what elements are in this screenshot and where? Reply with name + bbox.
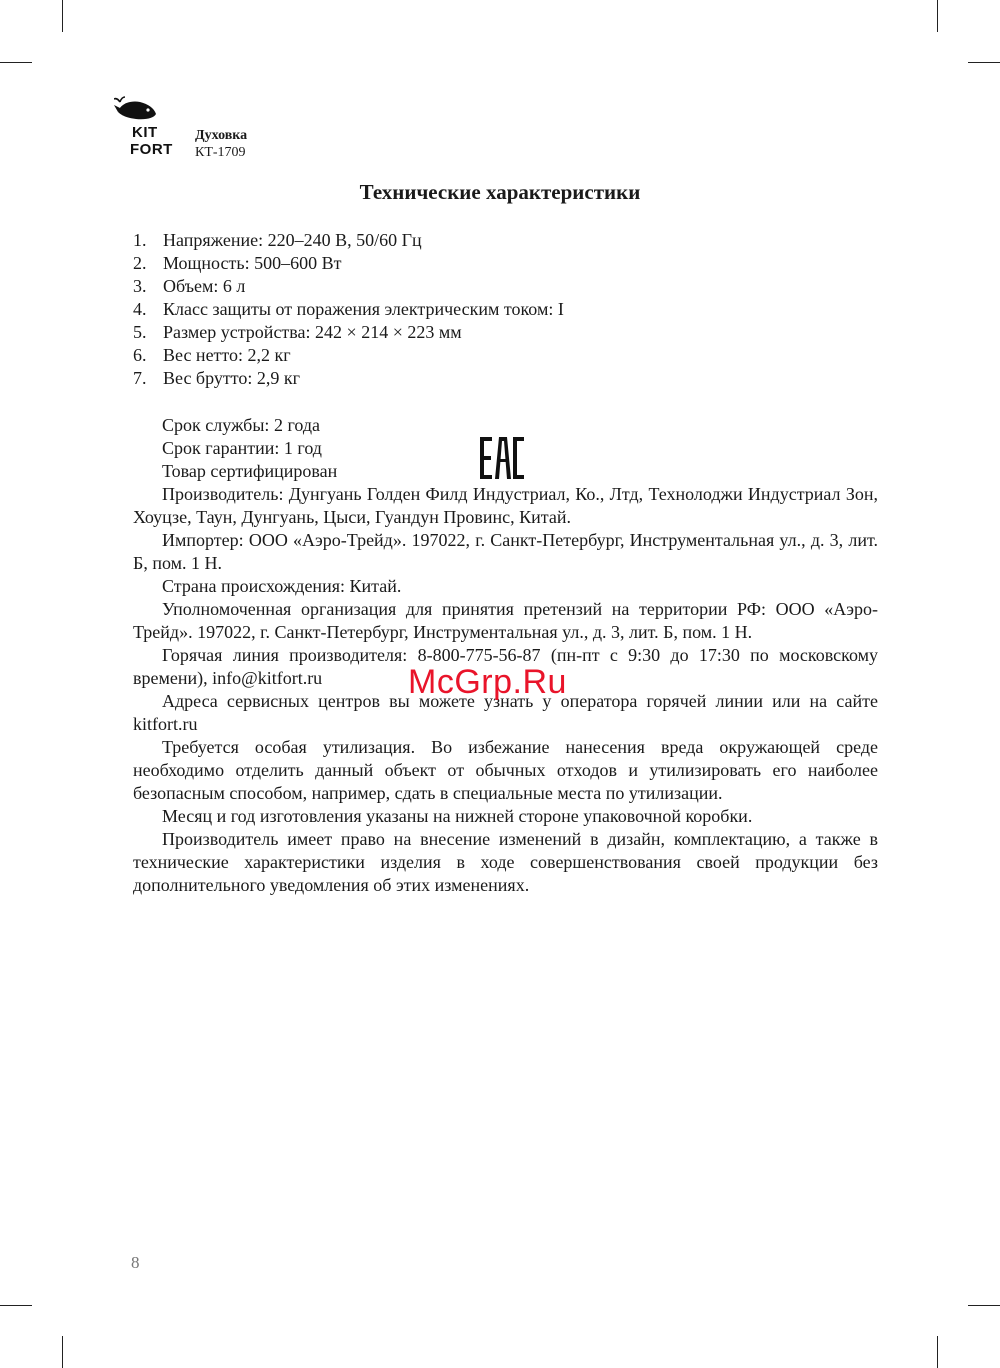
info-section [133, 414, 878, 897]
spec-text: Вес нетто: 2,2 кг [163, 345, 291, 365]
spec-item [133, 367, 564, 390]
spec-number: 4. [133, 299, 147, 319]
logo-text-kit: KIT [132, 124, 158, 141]
spec-text: Класс защиты от поражения электрическим током: I [163, 299, 564, 319]
crop-mark-top-right [937, 0, 938, 32]
crop-mark-bottom-right [937, 1336, 938, 1368]
spec-item [133, 229, 564, 252]
spec-number: 7. [133, 368, 147, 388]
service-centers-info: Адреса сервисных центров вы можете узнать у оператора горячей линии или на сайте kitfort.ru [133, 691, 878, 734]
kitfort-logo [110, 96, 185, 162]
spec-number: 3. [133, 276, 147, 296]
spec-number: 5. [133, 322, 147, 342]
hotline-info: Горячая линия производителя: 8-800-775-56-87 (пн-пт с 9:30 до 17:30 по московскому времени), info@kitfort.ru [133, 645, 878, 688]
service-life: Срок службы: 2 года [162, 415, 321, 435]
whale-icon [114, 96, 158, 124]
disposal-info: Требуется особая утилизация. Во избежание нанесения вреда окружающей среде необходимо отделить данный объект от обычных отходов и утилизировать его наиболее безопасным способом, например, сдать в специальные места по утилизации. [133, 737, 878, 803]
warranty-period: Срок гарантии: 1 год [162, 438, 322, 458]
watermark: McGrp.Ru [408, 663, 567, 701]
spec-item [133, 252, 564, 275]
product-name: Духовка [195, 128, 248, 143]
page-number: 8 [131, 1253, 140, 1272]
product-model: КТ-1709 [195, 145, 246, 160]
spec-text: Напряжение: 220–240 В, 50/60 Гц [163, 230, 422, 250]
crop-mark-left-bottom [0, 1305, 32, 1306]
spec-text: Мощность: 500–600 Вт [163, 253, 342, 273]
manufacturer-info: Производитель: Дунгуань Голден Филд Индустриал, Ко., Лтд, Технолоджи Индустриал Зон, Хоуцзе, Таун, Дунгуань, Цыси, Гуандун Провинс, Китай. [133, 484, 878, 527]
authorized-organization: Уполномоченная организация для принятия претензий на территории РФ: ООО «Аэро-Трейд». 197022, г. Санкт-Петербург, Инструментальная ул., д. 3, лит. Б, пом. 1 Н. [133, 599, 878, 642]
spec-item [133, 298, 564, 321]
crop-mark-right-top [968, 62, 1000, 63]
logo-text-fort: FORT [130, 141, 173, 158]
spec-item [133, 275, 564, 298]
crop-mark-right-bottom [968, 1305, 1000, 1306]
changes-disclaimer: Производитель имеет право на внесение изменений в дизайн, комплектацию, а также в технические характеристики изделия в ходе совершенствования своей продукции без дополнительного уведомления об этих изменениях. [133, 829, 878, 895]
eac-certification-icon [480, 437, 524, 479]
spec-text: Вес брутто: 2,9 кг [163, 368, 300, 388]
spec-number: 1. [133, 230, 147, 250]
page-title: Технические характеристики [359, 180, 641, 204]
spec-item [133, 321, 564, 344]
spec-number: 2. [133, 253, 147, 273]
spec-item [133, 344, 564, 367]
certification-note: Товар сертифицирован [162, 461, 338, 481]
crop-mark-top-left [62, 0, 63, 32]
spec-list [133, 229, 564, 390]
product-info [195, 127, 247, 161]
spec-text: Объем: 6 л [163, 276, 246, 296]
crop-mark-bottom-left [62, 1336, 63, 1368]
country-of-origin: Страна происхождения: Китай. [162, 576, 402, 596]
spec-text: Размер устройства: 242 × 214 × 223 мм [163, 322, 462, 342]
importer-info: Импортер: ООО «Аэро-Трейд». 197022, г. Санкт-Петербург, Инструментальная ул., д. 3, лит. Б, пом. 1 Н. [133, 530, 878, 573]
crop-mark-left-top [0, 62, 32, 63]
manufacture-date-info: Месяц и год изготовления указаны на нижней стороне упаковочной коробки. [162, 806, 753, 826]
spec-number: 6. [133, 345, 147, 365]
